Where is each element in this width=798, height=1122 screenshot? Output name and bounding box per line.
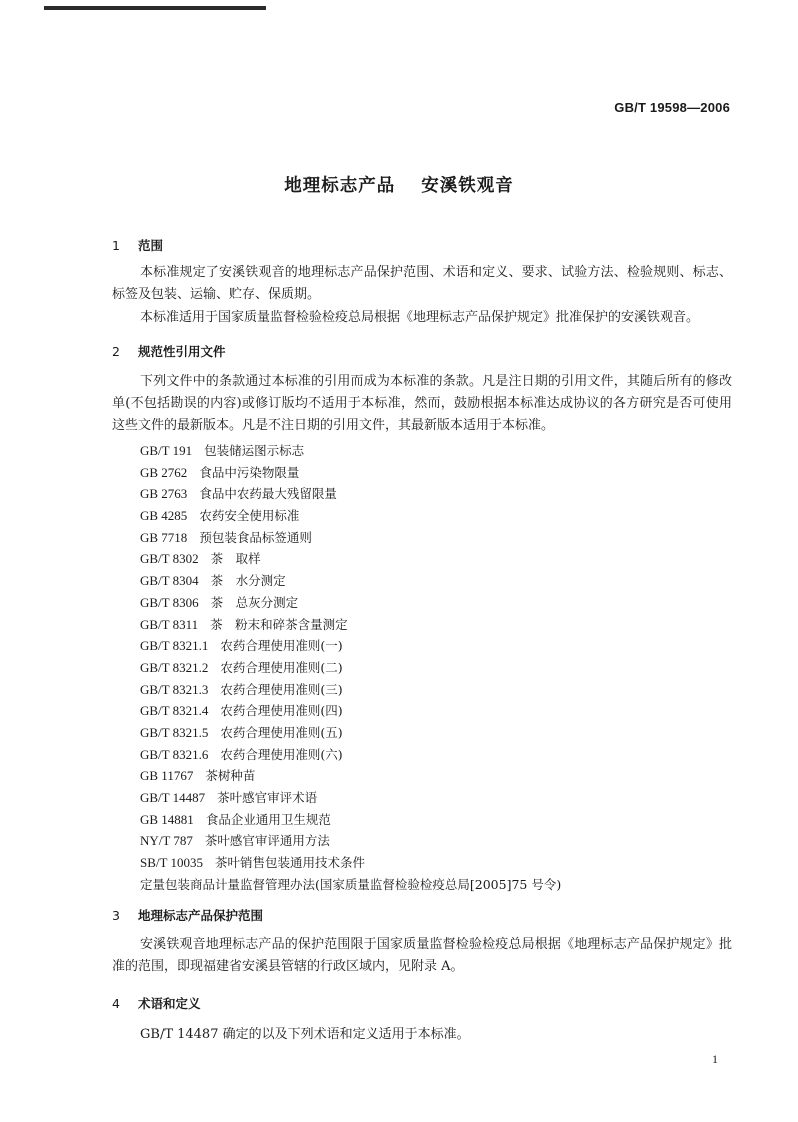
section-title: 术语和定义 <box>138 996 201 1011</box>
reference-item <box>140 787 561 809</box>
reference-item <box>140 592 561 614</box>
reference-name: 食品中农药最大残留限量 <box>199 486 337 502</box>
reference-item <box>140 765 561 787</box>
section-1-paragraph-1: 本标准规定了安溪铁观音的地理标志产品保护范围、术语和定义、要求、试验方法、检验规则、标志、标签及包装、运输、贮存、保质期。 <box>112 265 732 302</box>
reference-code: GB/T 8311 <box>140 616 199 632</box>
reference-code: GB/T 8304 <box>140 573 199 589</box>
reference-name: 农药合理使用准则(五) <box>220 724 343 740</box>
reference-code: GB/T 8302 <box>140 551 199 567</box>
reference-name: 预包装食品标签通则 <box>199 529 312 545</box>
section-title: 地理标志产品保护范围 <box>138 908 264 923</box>
reference-item <box>140 809 561 831</box>
reference-code: GB/T 14487 <box>140 790 206 805</box>
reference-code: GB/T 8306 <box>140 594 199 610</box>
reference-code: GB 14881 <box>140 811 194 827</box>
reference-item <box>140 548 561 570</box>
reference-code: GB/T 8321.4 <box>140 703 209 719</box>
section-number: 3 <box>112 908 120 923</box>
reference-code: GB 4285 <box>140 508 188 524</box>
section-number: 4 <box>112 996 120 1011</box>
header-rule <box>44 6 266 10</box>
page-number: 1 <box>712 1052 718 1066</box>
section-2-heading <box>112 342 226 360</box>
reference-item <box>140 570 561 592</box>
reference-name: 食品企业通用卫生规范 <box>205 811 331 827</box>
reference-code: GB/T 8321.3 <box>140 681 209 697</box>
reference-name: 茶叶感官审评通用方法 <box>204 833 330 849</box>
reference-name: 茶 粉末和碎茶含量测定 <box>210 616 348 632</box>
reference-name: 农药合理使用准则(六) <box>220 746 343 762</box>
reference-name: 农药合理使用准则(一) <box>220 638 343 654</box>
title-part-1: 地理标志产品 <box>284 176 396 196</box>
reference-item <box>140 830 561 852</box>
reference-item <box>140 440 561 462</box>
reference-name: 农药合理使用准则(二) <box>220 659 343 675</box>
section-3-heading <box>112 906 263 924</box>
reference-name: 茶 水分测定 <box>210 573 286 589</box>
section-4-paragraph: GB/T 14487 确定的以及下列术语和定义适用于本标准。 <box>140 1027 470 1042</box>
reference-item <box>140 700 561 722</box>
reference-name: 农药合理使用准则(四) <box>220 703 343 719</box>
reference-item <box>140 505 561 527</box>
title-part-2: 安溪铁观音 <box>421 176 514 196</box>
section-3-paragraph: 安溪铁观音地理标志产品的保护范围限于国家质量监督检验检疫总局根据《地理标志产品保护规定》批准的范围，即现福建省安溪县管辖的行政区域内，见附录 A。 <box>112 937 732 974</box>
section-2-intro: 下列文件中的条款通过本标准的引用而成为本标准的条款。凡是注日期的引用文件，其随后所有的修改单(不包括勘误的内容)或修订版均不适用于本标准，然而，鼓励根据本标准达成协议的各方研究是否可使用这些文件的最新版本。凡是不注日期的引用文件，其最新版本适用于本标准。 <box>112 374 732 433</box>
reference-item <box>140 527 561 549</box>
reference-item <box>140 462 561 484</box>
reference-name: 茶 总灰分测定 <box>210 594 299 610</box>
reference-code: NY/T 787 <box>140 833 193 849</box>
reference-name: 茶叶销售包装通用技术条件 <box>214 855 365 871</box>
reference-name: 农药合理使用准则(三) <box>220 681 343 697</box>
reference-code: GB/T 8321.2 <box>140 659 209 675</box>
reference-code: GB/T 8321.1 <box>140 638 209 654</box>
reference-code: GB 2763 <box>140 486 188 502</box>
reference-name: 定量包装商品计量监督管理办法(国家质量监督检验检疫总局[2005]75 号令) <box>140 876 562 892</box>
reference-item <box>140 614 561 636</box>
reference-code: GB 11767 <box>140 768 194 784</box>
reference-code: SB/T 10035 <box>140 855 203 871</box>
reference-name: 农药安全使用标准 <box>199 508 300 524</box>
reference-item <box>140 722 561 744</box>
reference-item <box>140 657 561 679</box>
reference-name: 茶 取样 <box>210 551 261 567</box>
section-number: 1 <box>112 238 120 253</box>
section-1-paragraph-2: 本标准适用于国家质量监督检验检疫总局根据《地理标志产品保护规定》批准保护的安溪铁观音。 <box>140 310 700 325</box>
section-4-heading <box>112 994 201 1012</box>
reference-code: GB/T 191 <box>140 443 193 458</box>
section-title: 范围 <box>138 238 164 253</box>
reference-code: GB 2762 <box>140 464 188 480</box>
reference-name: 包装储运图示标志 <box>204 443 305 458</box>
reference-item <box>140 852 561 874</box>
reference-item <box>140 635 561 657</box>
reference-name: 食品中污染物限量 <box>199 464 300 480</box>
reference-code: GB 7718 <box>140 529 188 545</box>
section-1-heading <box>112 236 163 254</box>
reference-item <box>140 679 561 701</box>
document-title <box>0 172 798 197</box>
normative-reference-list <box>140 440 561 895</box>
reference-item <box>140 483 561 505</box>
section-title: 规范性引用文件 <box>138 344 226 359</box>
reference-item <box>140 744 561 766</box>
reference-name: 茶树种苗 <box>205 768 256 784</box>
reference-code: GB/T 8321.5 <box>140 724 209 740</box>
reference-code: GB/T 8321.6 <box>140 746 209 762</box>
reference-name: 茶叶感官审评术语 <box>217 790 318 805</box>
section-number: 2 <box>112 344 120 359</box>
standard-code: GB/T 19598—2006 <box>614 100 730 115</box>
reference-item <box>140 874 561 896</box>
